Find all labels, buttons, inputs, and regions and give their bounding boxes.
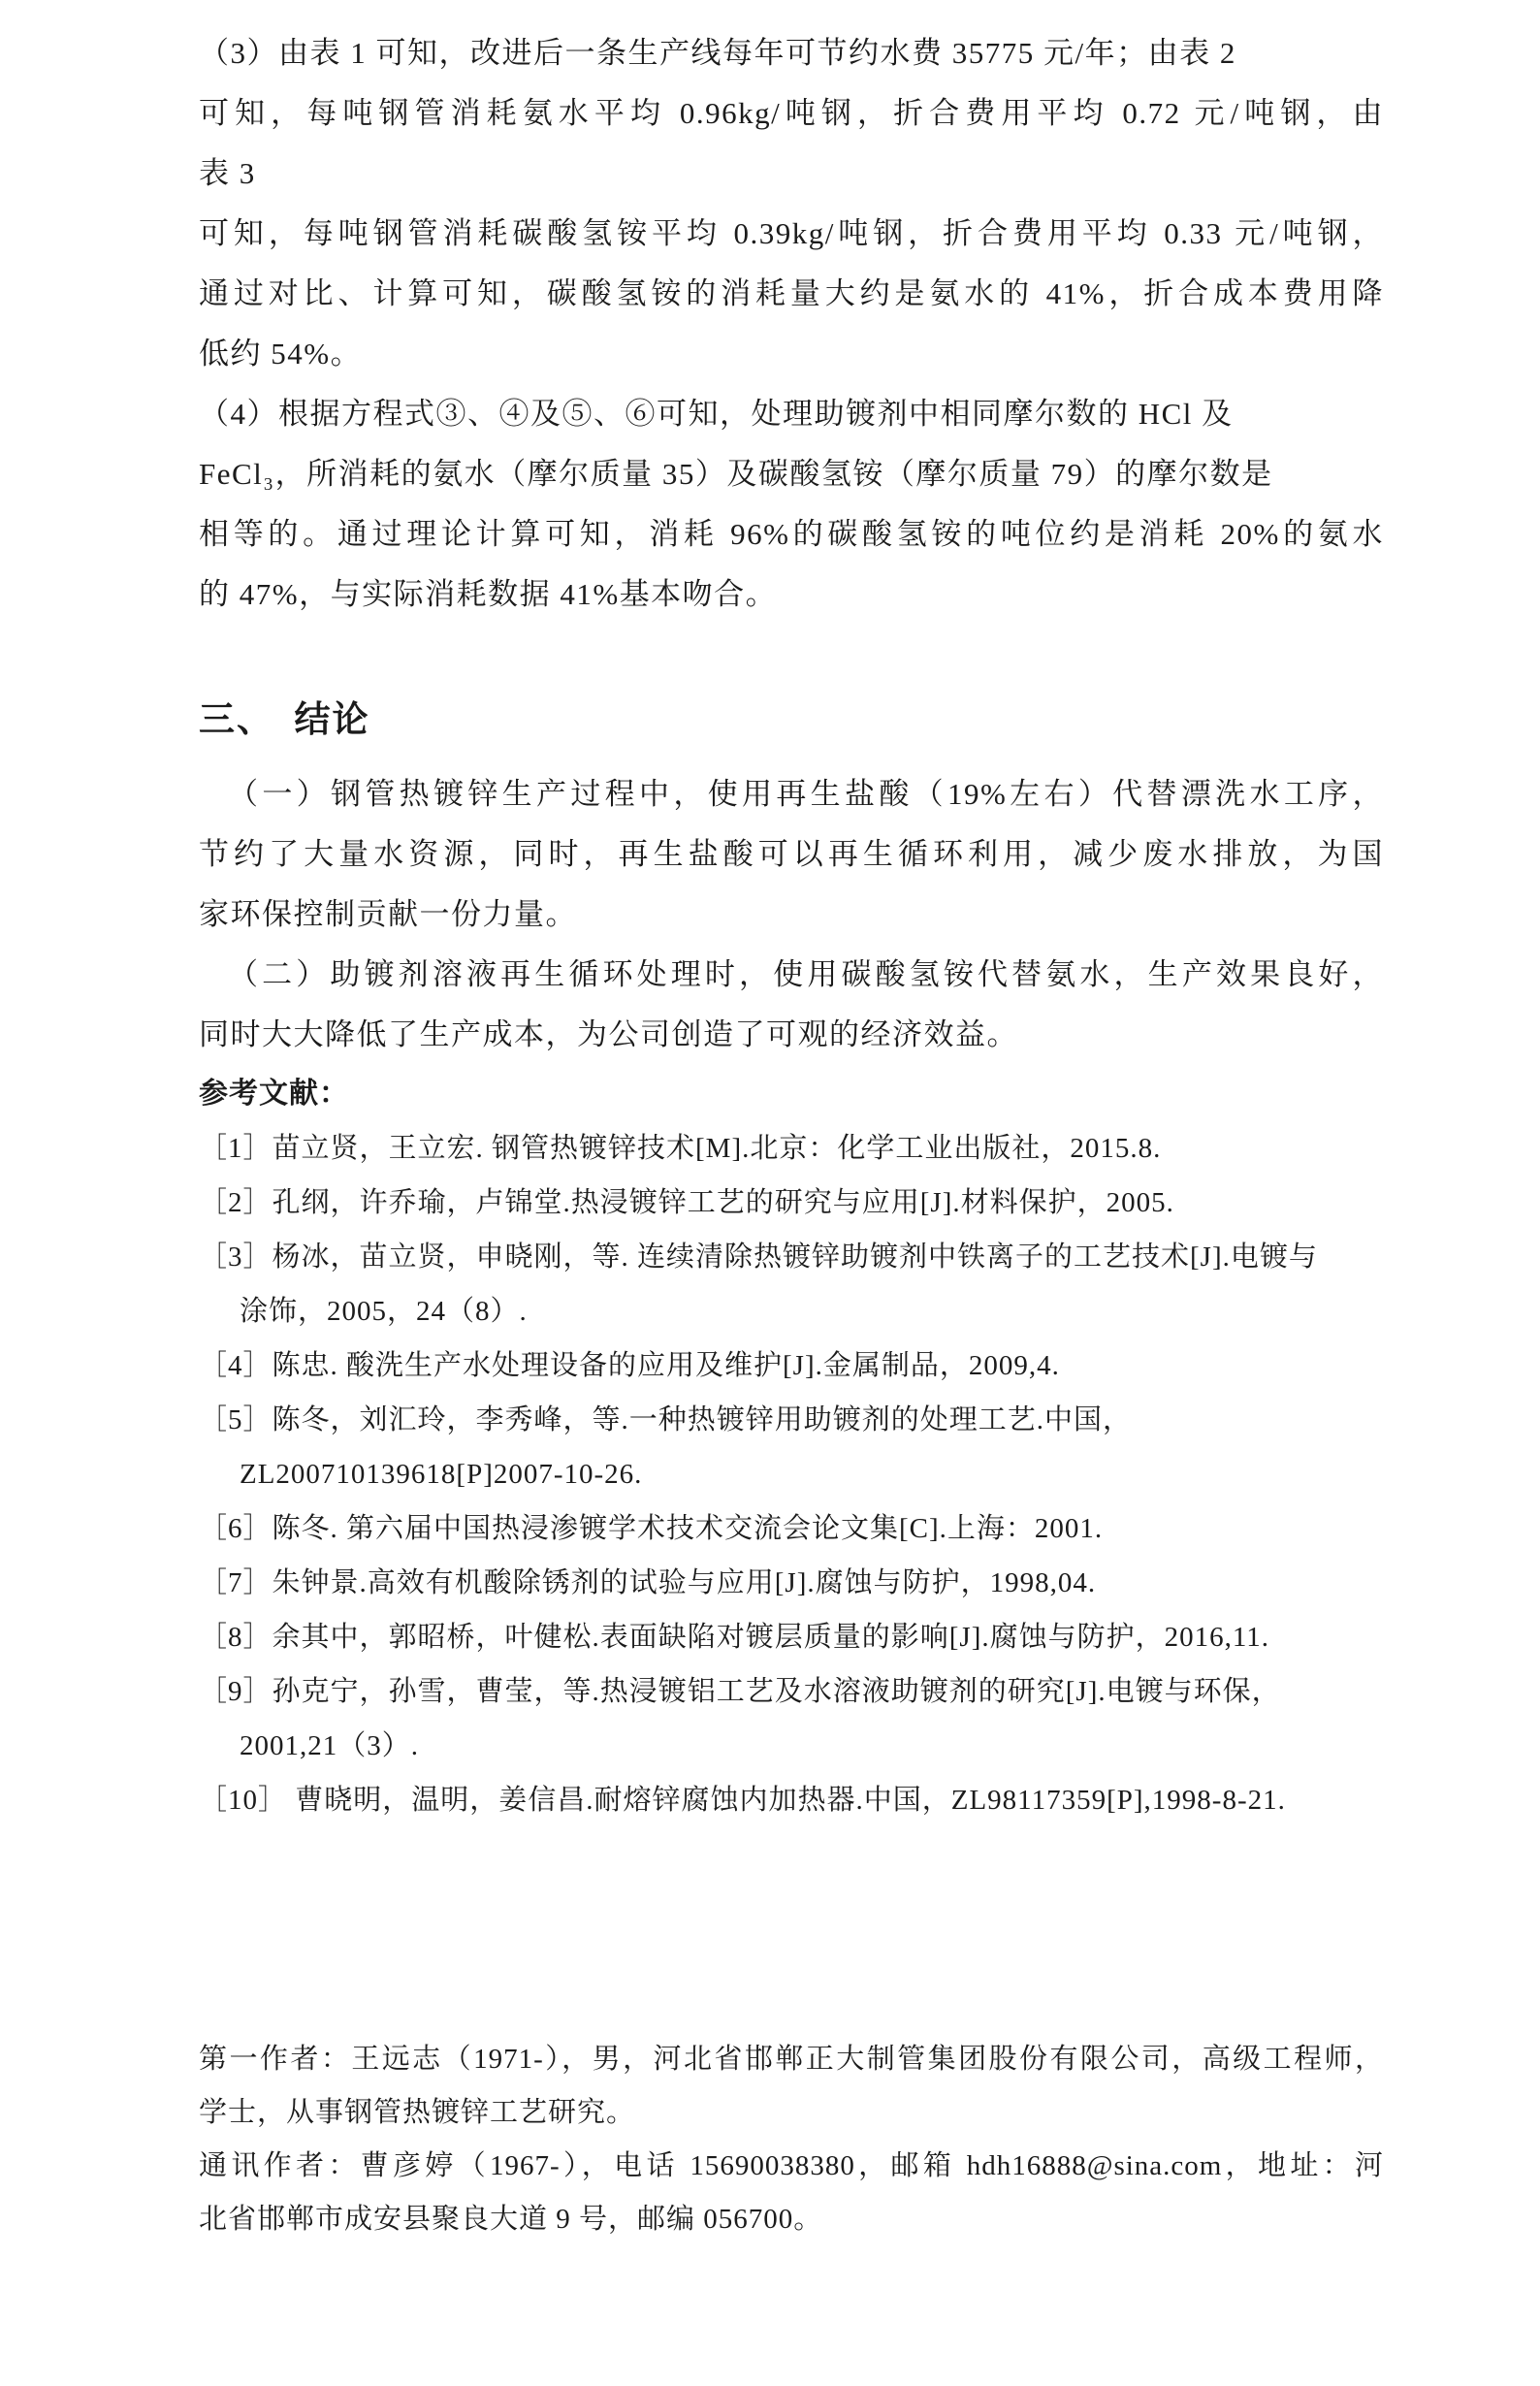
text-line: 学士，从事钢管热镀锌工艺研究。	[199, 2097, 636, 2128]
text-line: 涂饰，2005，24（8）.	[240, 1296, 528, 1327]
section-conclusion	[199, 764, 1384, 1065]
text-line: 节约了大量水资源，同时，再生盐酸可以再生循环利用，减少废水排放，为国	[199, 837, 1384, 871]
text-line: 家环保控制贡献一份力量。	[199, 897, 577, 931]
text-line: （一）钢管热镀锌生产过程中，使用再生盐酸（19%左右）代替漂洗水工序，	[228, 777, 1384, 811]
text-line: 相等的。通过理论计算可知，消耗 96%的碳酸氢铵的吨位约是消耗 20%的氨水	[199, 517, 1384, 551]
text-line: （4）根据方程式③、④及⑤、⑥可知，处理助镀剂中相同摩尔数的 HCl 及	[199, 397, 1234, 431]
text-line: ［6］陈冬. 第六届中国热浸渗镀学术技术交流会论文集[C].上海：2001.	[199, 1513, 1104, 1544]
text-line: ［1］苗立贤，王立宏. 钢管热镀锌技术[M].北京：化学工业出版社，2015.8.	[199, 1133, 1162, 1164]
text-line: ［4］陈忠. 酸洗生产水处理设备的应用及维护[J].金属制品，2009,4.	[199, 1350, 1060, 1381]
text-line: ［8］余其中，郭昭桥，叶健松.表面缺陷对镀层质量的影响[J].腐蚀与防护，2016,11.	[199, 1622, 1270, 1653]
section-author-info	[199, 2033, 1384, 2246]
text-line: 北省邯郸市成安县聚良大道 9 号，邮编 056700。	[199, 2204, 823, 2235]
text-line: 低约 54%。	[199, 337, 363, 371]
text-line: ［7］朱钟景.高效有机酸除锈剂的试验与应用[J].腐蚀与防护，1998,04.	[199, 1567, 1097, 1598]
section-references	[199, 1121, 1384, 1827]
references-title: 参考文献：	[199, 1078, 349, 1110]
text-line: （二）助镀剂溶液再生循环处理时，使用碳酸氢铵代替氨水，生产效果良好，	[228, 957, 1384, 991]
text-line: FeCl₃，所消耗的氨水（摩尔质量 35）及碳酸氢铵（摩尔质量 79）的摩尔数是	[199, 457, 1273, 491]
text-line: ［3］杨冰，苗立贤，申晓刚，等. 连续清除热镀锌助镀剂中铁离子的工艺技术[J].电镀与	[199, 1241, 1318, 1273]
text-line: 通过对比、计算可知，碳酸氢铵的消耗量大约是氨水的 41%，折合成本费用降	[199, 276, 1384, 310]
text-line: ［2］孔纲，许乔瑜，卢锦堂.热浸镀锌工艺的研究与应用[J].材料保护，2005.	[199, 1187, 1174, 1218]
text-line: 可知，每吨钢管消耗氨水平均 0.96kg/吨钢，折合费用平均 0.72 元/吨钢，由	[199, 96, 1384, 130]
text-line: ZL200710139618[P]2007-10-26.	[240, 1459, 643, 1490]
section-discussion	[199, 23, 1384, 625]
conclusion-heading: 三、 结论	[199, 700, 370, 740]
text-line: ［9］孙克宁，孙雪，曹莹，等.热浸镀铝工艺及水溶液助镀剂的研究[J].电镀与环保，	[199, 1676, 1281, 1707]
text-line: 表 3	[199, 156, 256, 190]
text-line: （3）由表 1 可知，改进后一条生产线每年可节约水费 35775 元/年；由表 2	[199, 36, 1236, 70]
page-content	[199, 23, 1384, 2246]
text-line: 可知，每吨钢管消耗碳酸氢铵平均 0.39kg/吨钢，折合费用平均 0.33 元/吨钢，	[199, 216, 1384, 250]
text-line: 同时大大降低了生产成本，为公司创造了可观的经济效益。	[199, 1017, 1018, 1051]
text-line: 通讯作者：曹彦婷（1967-），电话 15690038380，邮箱 hdh16888@sina.com，地址：河	[199, 2150, 1384, 2181]
text-line: 第一作者：王远志（1971-），男，河北省邯郸正大制管集团股份有限公司，高级工程师，	[199, 2044, 1384, 2075]
text-line: 的 47%，与实际消耗数据 41%基本吻合。	[199, 577, 778, 611]
text-line: ［10］ 曹晓明，温明，姜信昌.耐熔锌腐蚀内加热器.中国，ZL98117359[P],1998-8-21.	[199, 1785, 1286, 1816]
text-line: ［5］陈冬，刘汇玲，李秀峰，等.一种热镀锌用助镀剂的处理工艺.中国，	[199, 1404, 1133, 1435]
text-line: 2001,21（3）.	[240, 1730, 420, 1761]
